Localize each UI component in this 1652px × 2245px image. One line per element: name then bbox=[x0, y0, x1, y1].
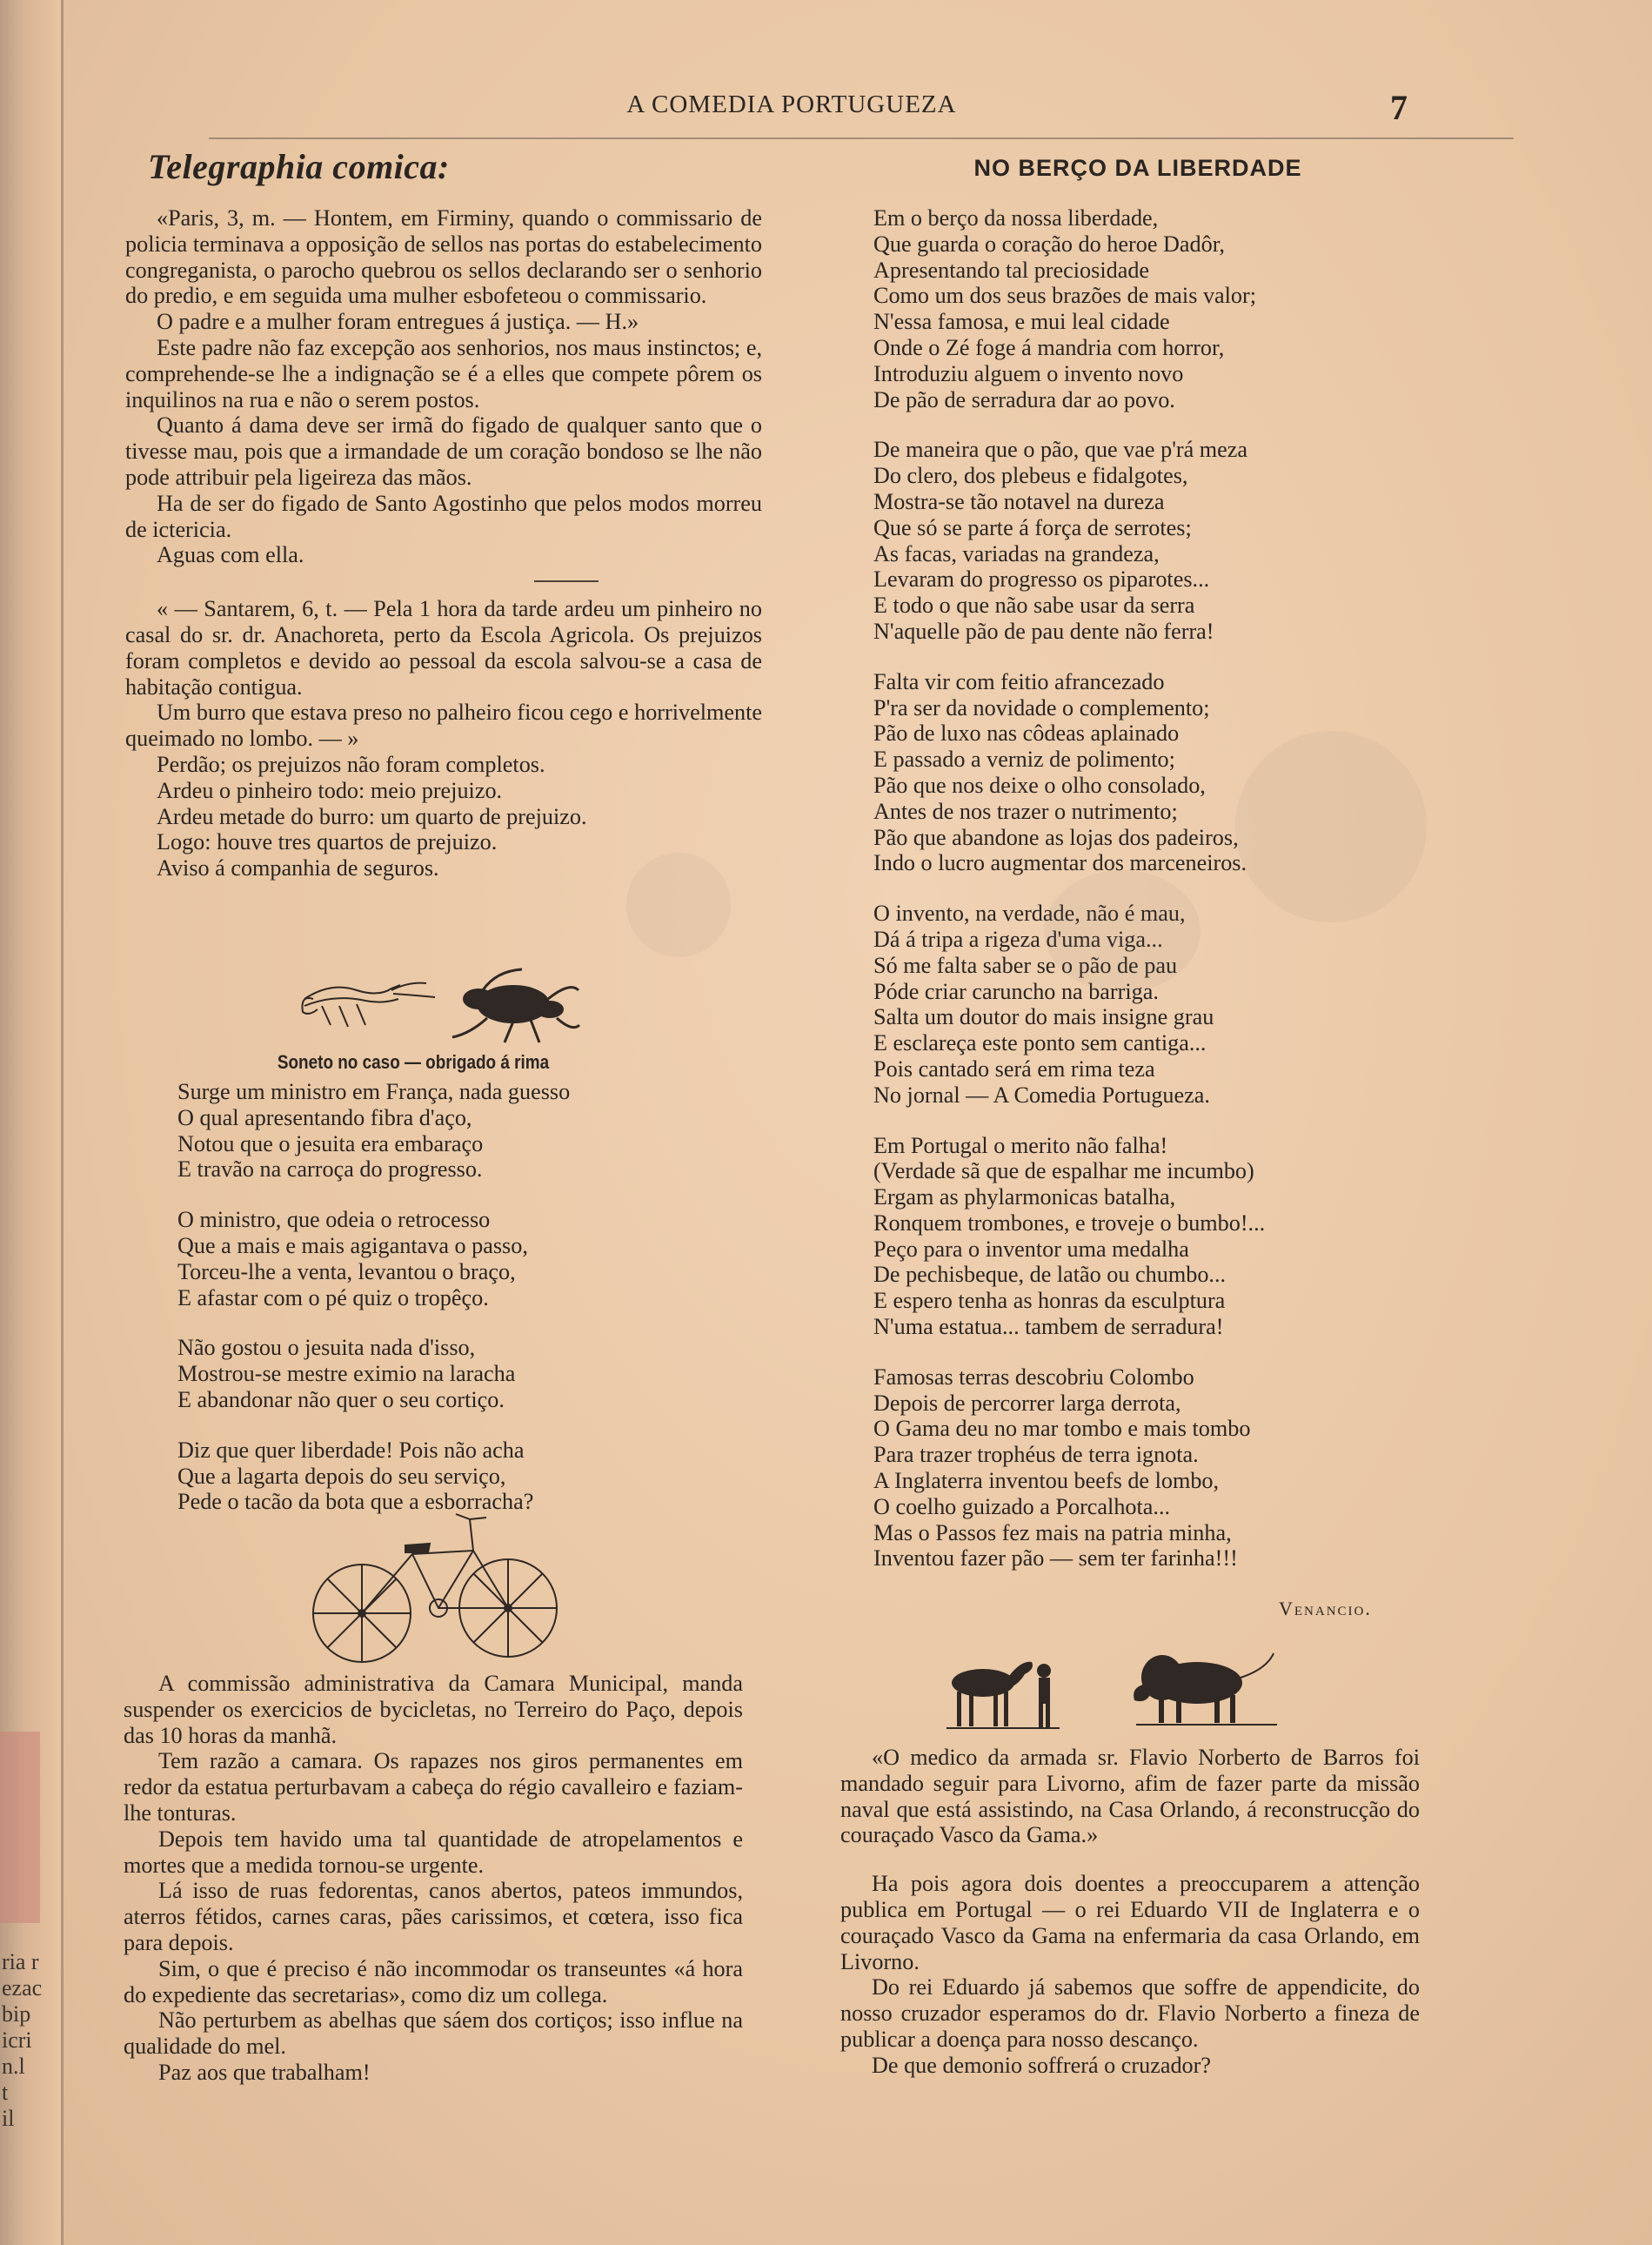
verse-line: Salta um doutor do mais insigne grau bbox=[873, 1004, 1214, 1030]
paragraph: Sim, o que é preciso é não incommodar os transeuntes «á hora do expediente das secretarias», como diz um collega. bbox=[124, 1955, 743, 2007]
verse-line: Ergam as phylarmonicas batalha, bbox=[873, 1184, 1176, 1210]
headline-telegraphia: Telegraphia comica: bbox=[148, 147, 450, 186]
stanza bbox=[177, 1335, 665, 1412]
bleed-line: t bbox=[2, 2080, 9, 2105]
verse-line: De pechisbeque, de latão ou chumbo... bbox=[873, 1262, 1227, 1288]
verse-line: Dá á tripa a rigeza d'uma viga... bbox=[873, 926, 1163, 952]
verse-line: De pão de serradura dar ao povo. bbox=[873, 386, 1175, 412]
poem-signature: Venancio. bbox=[1279, 1598, 1372, 1619]
soneto-title: Soneto no caso — obrigado á rima bbox=[277, 1051, 550, 1073]
verse-line: Do clero, dos plebeus e fidalgotes, bbox=[873, 463, 1188, 489]
paragraph: Paz aos que trabalham! bbox=[158, 2059, 371, 2085]
verse-line: O ministro, que odeia o retrocesso bbox=[177, 1207, 491, 1233]
verse-line: Introduziu alguem o invento novo bbox=[873, 360, 1184, 386]
verse-line: Notou que o jesuita era embaraço bbox=[177, 1130, 484, 1156]
paragraph: Logo: houve tres quartos de prejuizo. bbox=[157, 829, 498, 855]
paragraph: Perdão; os prejuizos não foram completos. bbox=[157, 751, 545, 777]
verse-line: Torceu-lhe a venta, levantou o braço, bbox=[177, 1258, 516, 1284]
verse-line: Apresentando tal preciosidade bbox=[873, 257, 1150, 283]
stanza bbox=[873, 205, 1413, 412]
verse-line: P'ra ser da novidade o complemento; bbox=[873, 694, 1210, 720]
verse-line: Mostra-se tão notavel na dureza bbox=[873, 488, 1165, 514]
stanza bbox=[873, 1133, 1413, 1340]
paragraph: Tem razão a camara. Os rapazes nos giros permanentes em redor da estatua perturbavam a cabeça do régio cavalleiro e faziam-lhe tonturas. bbox=[124, 1748, 743, 1826]
paragraph: Este padre não faz excepção aos senhorios, nos maus instinctos; e, comprehende-se lhe a indignação se é a elles que compete pôrem os inquilinos na rua e não o serem postos. bbox=[125, 334, 762, 412]
bleed-line: n.l bbox=[2, 2054, 25, 2079]
paragraph: De que demonio soffrerá o cruzador? bbox=[872, 2052, 1211, 2078]
verse-line: Surge um ministro em França, nada guesso bbox=[177, 1079, 571, 1104]
soneto-poem bbox=[177, 1079, 665, 1539]
verse-line: Pão de luxo nas côdeas aplainado bbox=[873, 720, 1180, 747]
verse-line: Ronquem trombones, e troveje o bumbo!... bbox=[873, 1210, 1266, 1236]
paper-stain bbox=[1044, 870, 1201, 992]
left-column bbox=[125, 205, 762, 881]
verse-line: Levaram do progresso os piparotes... bbox=[873, 566, 1210, 593]
verse-line: O qual apresentando fibra d'aço, bbox=[177, 1104, 472, 1130]
stanza bbox=[177, 1207, 665, 1310]
paragraph: « — Santarem, 6, t. — Pela 1 hora da tarde ardeu um pinheiro no casal do sr. dr. Anachoreta, perto da Escola Agricola. Os prejuizos foram completos e devido ao pessoal da escola salvou-se a casa de habitação contigua. bbox=[125, 596, 762, 700]
medico-article bbox=[840, 1745, 1420, 2079]
verse-line: Onde o Zé foge á mandria com horror, bbox=[873, 334, 1225, 360]
verse-line: Que guarda o coração do heroe Dadôr, bbox=[873, 231, 1225, 257]
running-head: A COMEDIA PORTUGUEZA bbox=[626, 90, 957, 118]
verse-line: As facas, variadas na grandeza, bbox=[873, 540, 1160, 566]
bleed-line: ezac bbox=[2, 1975, 43, 2000]
verse-line: Inventou fazer pão — sem ter farinha!!! bbox=[873, 1545, 1238, 1572]
verse-line: Pão que abandone as lojas dos padeiros, bbox=[873, 824, 1239, 850]
verse-line: Mas o Passos fez mais na patria minha, bbox=[873, 1519, 1232, 1545]
stanza bbox=[873, 1364, 1413, 1572]
verse-line: Pois cantado será em rima teza bbox=[873, 1055, 1155, 1082]
shrimp-and-lobster-illustration bbox=[296, 964, 583, 1048]
paragraph: Aguas com ella. bbox=[157, 542, 304, 568]
verse-line: Que a lagarta depois do seu serviço, bbox=[177, 1463, 506, 1489]
paragraph: Ardeu o pinheiro todo: meio prejuizo. bbox=[157, 777, 503, 803]
bison-illustration bbox=[1127, 1643, 1281, 1730]
paragraph: Não perturbem as abelhas que sáem dos cortiços; isso influe na qualidade do mel. bbox=[124, 2007, 743, 2060]
verse-line: Depois de percorrer larga derrota, bbox=[873, 1390, 1181, 1416]
verse-line: Pede o tacão da bota que a esborracha? bbox=[177, 1489, 534, 1515]
paragraph: A commissão administrativa da Camara Municipal, manda suspender os exercicios de bycicletas, no Terreiro do Paço, depois das 10 horas da manhã. bbox=[124, 1671, 743, 1748]
verse-line: Em Portugal o merito não falha! bbox=[873, 1132, 1168, 1158]
verse-line: Só me falta saber se o pão de pau bbox=[873, 952, 1178, 978]
verse-line: E esclareça este ponto sem cantiga... bbox=[873, 1030, 1207, 1056]
bleed-line: ria r bbox=[2, 1949, 39, 1974]
camara-article bbox=[124, 1671, 743, 2086]
verse-line: O invento, na verdade, não é mau, bbox=[873, 901, 1186, 927]
verse-line: Falta vir com feitio afrancezado bbox=[873, 668, 1165, 694]
paper-stain bbox=[1235, 731, 1427, 922]
verse-line: Antes de nos trazer o nutrimento; bbox=[873, 798, 1178, 824]
paragraph: Ha de ser do figado de Santo Agostinho que pelos modos morreu de ictericia. bbox=[125, 490, 762, 542]
verse-line: E travão na carroça do progresso. bbox=[177, 1156, 483, 1183]
verse-line: No jornal — A Comedia Portugueza. bbox=[873, 1082, 1210, 1108]
verse-line: E passado a verniz de polimento; bbox=[873, 747, 1175, 773]
verse-line: Que a mais e mais agigantava o passo, bbox=[177, 1232, 528, 1258]
paragraph: «O medico da armada sr. Flavio Norberto de Barros foi mandado seguir para Livorno, afim de fazer parte da missão naval que está assistindo, na Casa Orlando, á reconstrucção do couraçado Vasco da Gama.» bbox=[840, 1745, 1420, 1848]
binding-stain bbox=[0, 1732, 40, 1923]
verse-line: O Gama deu no mar tombo e mais tombo bbox=[873, 1416, 1251, 1442]
verse-line: Em o berço da nossa liberdade, bbox=[873, 205, 1159, 231]
page-number: 7 bbox=[1390, 88, 1408, 127]
verse-line: N'uma estatua... tambem de serradura! bbox=[873, 1314, 1224, 1340]
verse-line: Diz que quer liberdade! Pois não acha bbox=[177, 1437, 525, 1463]
header-rule bbox=[209, 137, 1514, 139]
verse-line: N'aquelle pão de pau dente não ferra! bbox=[873, 618, 1214, 644]
margin-bleed-text bbox=[2, 1949, 56, 2132]
verse-line: E espero tenha as honras da esculptura bbox=[873, 1288, 1226, 1314]
separator-rule bbox=[534, 580, 599, 582]
paragraph: O padre e a mulher foram entregues á justiça. — H.» bbox=[157, 309, 639, 335]
bleed-line: il bbox=[2, 2106, 15, 2131]
verse-line: Não gostou o jesuita nada d'isso, bbox=[177, 1335, 476, 1361]
verse-line: Pão que nos deixe o olho consolado, bbox=[873, 772, 1206, 798]
verse-line: Indo o lucro augmentar dos marceneiros. bbox=[873, 850, 1247, 876]
verse-line: Como um dos seus brazões de mais valor; bbox=[873, 283, 1257, 309]
bicycle-illustration bbox=[308, 1502, 560, 1667]
paragraph: Um burro que estava preso no palheiro ficou cego e horrivelmente queimado no lombo. — » bbox=[125, 700, 762, 752]
verse-line: De maneira que o pão, que vae p'rá meza bbox=[873, 437, 1248, 463]
verse-line: E afastar com o pé quiz o tropêço. bbox=[177, 1284, 489, 1310]
verse-line: Póde criar caruncho na barriga. bbox=[873, 978, 1159, 1004]
verse-line: O coelho guizado a Porcalhota... bbox=[873, 1493, 1171, 1519]
paragraph: Lá isso de ruas fedorentas, canos abertos, pateos immundos, aterros fétidos, carnes caras, pães carissimos, et cœtera, isso fica para depois. bbox=[124, 1878, 743, 1955]
verse-line: Que só se parte á força de serrotes; bbox=[873, 514, 1192, 540]
verse-line: N'essa famosa, e mui leal cidade bbox=[873, 309, 1170, 335]
verse-line: E todo o que não sabe usar da serra bbox=[873, 593, 1195, 619]
paragraph: Ha pois agora dois doentes a preoccuparem a attenção publica em Portugal — o rei Eduardo VII de Inglaterra e o couraçado Vasco da Gama na enfermaria da casa Orlando, em Livorno. bbox=[840, 1871, 1420, 1974]
paragraph: Quanto á dama deve ser irmã do figado de qualquer santo que o tivesse mau, pois que a irmandade de um coração bondoso se lhe não pode attribuir pela ligeireza das mãos. bbox=[125, 412, 762, 490]
verse-line: Mostrou-se mestre eximio na laracha bbox=[177, 1361, 516, 1387]
verse-line: Famosas terras descobriu Colombo bbox=[873, 1364, 1194, 1390]
paragraph-gap bbox=[840, 1848, 1420, 1871]
paragraph: «Paris, 3, m. — Hontem, em Firminy, quando o commissario de policia terminava a opposição de sellos nas portas do estabelecimento congreganista, o parocho quebrou os sellos declarando ser o senhorio do predio, e em seguida uma mulher esbofeteou o commissario. bbox=[125, 205, 762, 309]
paper-stain bbox=[626, 853, 731, 957]
horse-and-man-illustration bbox=[941, 1645, 1063, 1732]
verse-line: E abandonar não quer o seu cortiço. bbox=[177, 1386, 505, 1412]
stanza bbox=[873, 437, 1413, 644]
section-title-berco: NO BERÇO DA LIBERDADE bbox=[973, 155, 1302, 181]
bleed-line: bip bbox=[2, 2001, 31, 2027]
paragraph: Ardeu metade do burro: um quarto de prejuizo. bbox=[157, 803, 587, 829]
bleed-line: icri bbox=[2, 2027, 32, 2053]
binding-fold-line bbox=[61, 0, 64, 2245]
verse-line: (Verdade sã que de espalhar me incumbo) bbox=[873, 1158, 1254, 1184]
paragraph: Aviso á companhia de seguros. bbox=[157, 855, 439, 881]
verse-line: A Inglaterra inventou beefs de lombo, bbox=[873, 1468, 1220, 1494]
paragraph: Do rei Eduardo já sabemos que soffre de appendicite, do nosso cruzador esperamos do dr. Flavio Norberto a fineza de publicar a doença para nosso descanço. bbox=[840, 1974, 1420, 2052]
verse-line: Peço para o inventor uma medalha bbox=[873, 1236, 1189, 1262]
verse-line: Para trazer trophéus de terra ignota. bbox=[873, 1442, 1199, 1468]
paragraph: Depois tem havido uma tal quantidade de atropelamentos e mortes que a medida tornou-se urgente. bbox=[124, 1826, 743, 1878]
stanza bbox=[177, 1079, 665, 1183]
